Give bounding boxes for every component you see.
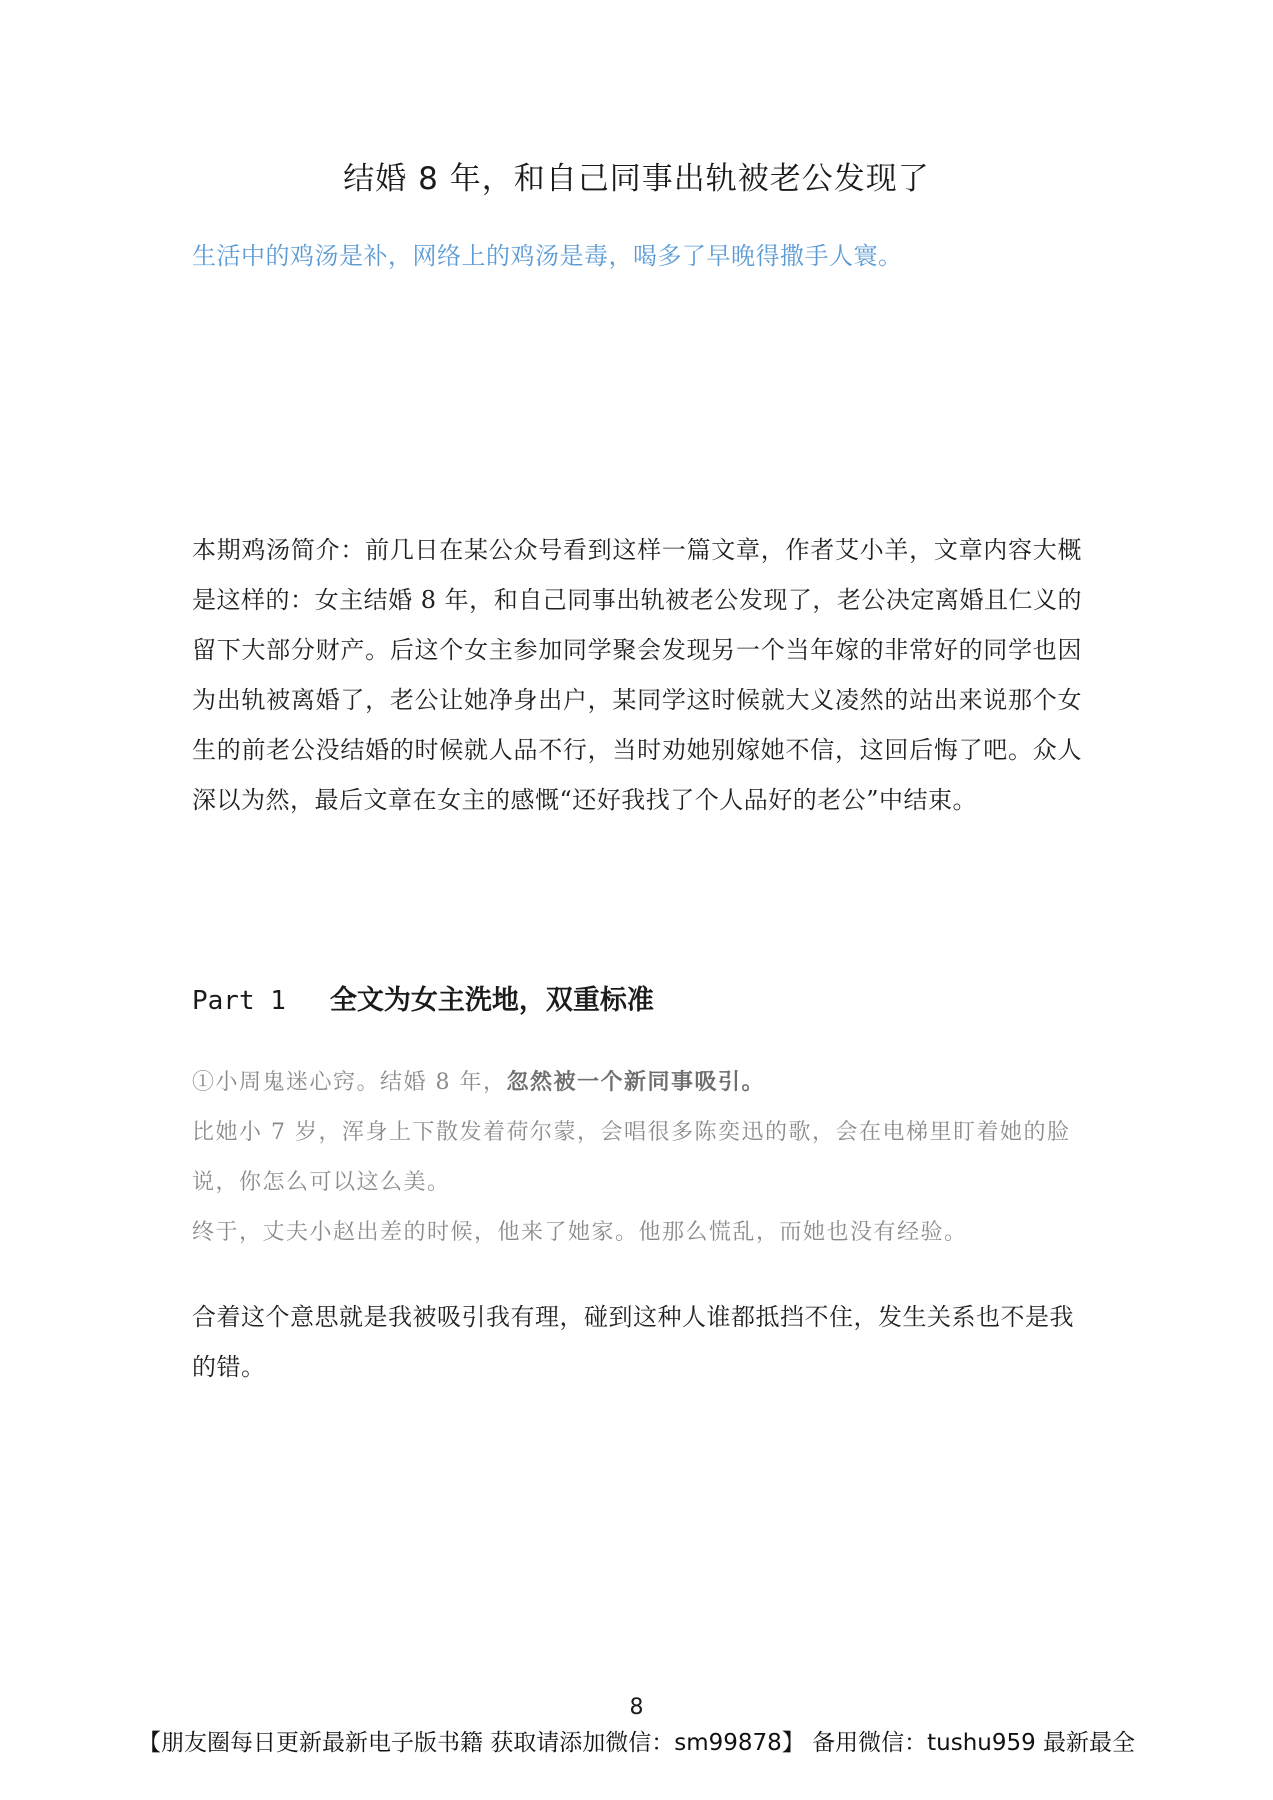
quoted-excerpt (192, 1057, 1082, 1258)
quote-line-2: 比她小 7 岁，浑身上下散发着荷尔蒙，会唱很多陈奕迅的歌，会在电梯里盯着她的脸说，你怎么可以这么美。 (192, 1120, 1071, 1195)
section-heading-text: 全文为女主洗地，双重标准 (329, 985, 654, 1016)
section-heading (192, 978, 654, 1017)
quote-line-1-emphasis: 忽然被一个新同事吸引。 (506, 1069, 765, 1095)
quote-line-3: 终于，丈夫小赵出差的时候，他来了她家。他那么慌乱，而她也没有经验。 (192, 1220, 968, 1245)
section-part-label: Part 1 (192, 986, 286, 1016)
quote-line-1-plain: ①小周鬼迷心窍。结婚 8 年， (192, 1070, 507, 1095)
intro-paragraph: 本期鸡汤简介：前几日在某公众号看到这样一篇文章，作者艾小羊，文章内容大概是这样的：女主结婚 8 年，和自己同事出轨被老公发现了，老公决定离婚且仁义的留下大部分财产。后这个女主参加同学聚会发现另一个当年嫁的非常好的同学也因为出轨被离婚了，老公让她净身出户，某同学这时候就大义凌然的站出来说那个女生的前老公没结婚的时候就人品不行，当时劝她别嫁她不信，这回后悔了吧。众人深以为然，最后文章在女主的感慨“还好我找了个人品好的老公”中结束。 (192, 536, 1082, 814)
page-number: 8 (629, 1695, 644, 1720)
quote-line-1 (192, 1057, 1082, 1108)
footer-notice: 【朋友圈每日更新最新电子版书籍 获取请添加微信：sm99878】 备用微信：tushu959 最新最全 (137, 1730, 1136, 1756)
comment-paragraph: 合着这个意思就是我被吸引我有理，碰到这种人谁都抵挡不住，发生关系也不是我的错。 (192, 1303, 1074, 1381)
document-subtitle: 生活中的鸡汤是补，网络上的鸡汤是毒，喝多了早晚得撒手人寰。 (192, 242, 903, 270)
document-title: 结婚 8 年，和自己同事出轨被老公发现了 (343, 161, 930, 197)
